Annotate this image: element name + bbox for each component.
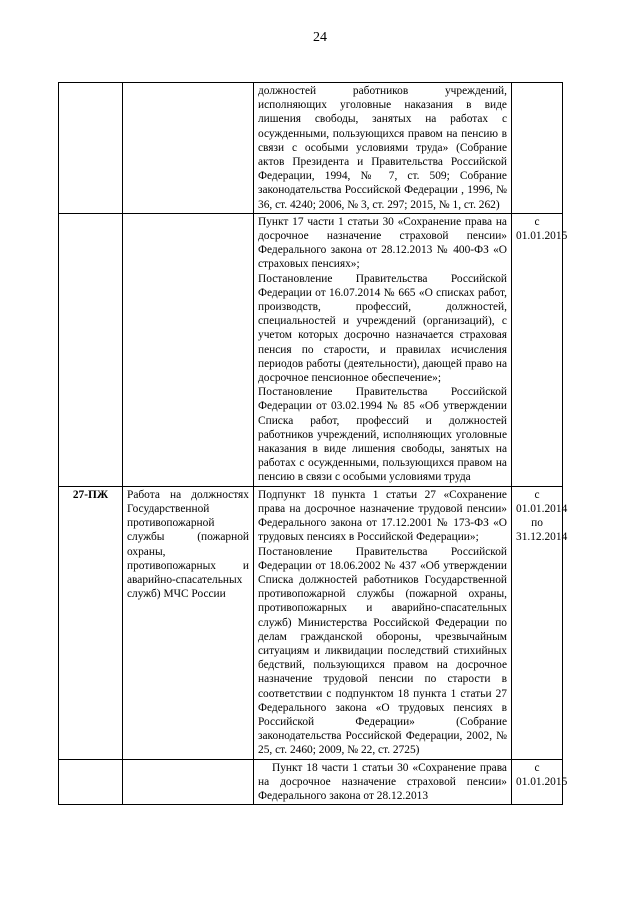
- row-basis: [254, 213, 512, 486]
- table-row: [59, 759, 563, 805]
- row-job: Работа на должностях Государственной противопожарной службы (пожарной охраны, противопожарных и аварийно-спасательных служб) МЧС России: [123, 486, 254, 759]
- row-basis: [254, 83, 512, 214]
- row-code: [59, 83, 123, 214]
- basis-paragraph: Пункт 17 части 1 статьи 30 «Сохранение права на досрочное назначение страховой пенсии» Федерального закона от 28.12.2013 № 400-ФЗ «О страховых пенсиях»;: [258, 215, 507, 271]
- row-basis: [254, 486, 512, 759]
- table-row: [59, 83, 563, 214]
- row-code: 27-ПЖ: [59, 486, 123, 759]
- row-code: [59, 759, 123, 805]
- basis-paragraph: Постановление Правительства Российской Федерации от 16.07.2014 № 665 «О списках работ, производств, профессий, должностей, специальностей и учреждений (организаций), с учетом которых досрочно назначается страховая пенсия по старости, и правилах исчисления периодов работы (деятельности), дающей право на досрочное пенсионное обеспечение»;: [258, 272, 507, 385]
- row-job: [123, 213, 254, 486]
- row-date: с 01.01.2015: [512, 213, 563, 486]
- table-row: [59, 486, 563, 759]
- row-basis: [254, 759, 512, 805]
- row-job: [123, 759, 254, 805]
- row-date: с 01.01.2014 по 31.12.2014: [512, 486, 563, 759]
- row-code: [59, 213, 123, 486]
- basis-paragraph: Постановление Правительства Российской Федерации от 18.06.2002 № 437 «Об утверждении Списка должностей работников Государственной противопожарной службы (пожарной охраны, противопожарных и аварийно-спасательных служб) Министерства Российской Федерации по делам гражданской обороны, чрезвычайным ситуациям и ликвидации последствий стихийных бедствий, пользующихся правом на досрочное назначение трудовой пенсии по старости в соответствии с подпунктом 18 пункта 1 статьи 27 Федерального закона «О трудовых пенсиях в Российской Федерации» (Собрание законодательства Российской Федерации, 2002, № 25, ст. 2460; 2009, № 22, ст. 2725): [258, 545, 507, 757]
- page-number: 24: [313, 30, 327, 45]
- basis-paragraph: должностей работников учреждений, исполняющих уголовные наказания в виде лишения свободы, занятых на работах с осужденными, пользующихся правом на пенсию в связи с особыми условиями труда» (Собрание актов Президента и Правительства Российской Федерации, 1994, № 7, ст. 509; Собрание законодательства Российской Федерации , 1996, № 36, ст. 4240; 2006, № 3, ст. 297; 2015, № 1, ст. 262): [258, 85, 507, 211]
- row-date: с 01.01.2015: [512, 759, 563, 805]
- basis-paragraph: Пункт 18 части 1 статьи 30 «Сохранение права на досрочное назначение страховой пенсии» Федерального закона от 28.12.2013: [258, 761, 507, 802]
- table-row: [59, 213, 563, 486]
- row-date: [512, 83, 563, 214]
- pension-table: [58, 82, 568, 805]
- basis-paragraph: Подпункт 18 пункта 1 статьи 27 «Сохранение права на досрочное назначение трудовой пенсии» Федерального закона от 17.12.2001 № 173-ФЗ «О трудовых пенсиях в Российской Федерации»;: [258, 488, 507, 544]
- row-job: [123, 83, 254, 214]
- basis-paragraph: Постановление Правительства Российской Федерации от 03.02.1994 № 85 «Об утверждении Списка работ, профессий и должностей работников учреждений, исполняющих уголовные наказания в виде лишения свободы, занятых на работах с осужденными, пользующихся правом на пенсию в связи с особыми условиями труда: [258, 386, 507, 484]
